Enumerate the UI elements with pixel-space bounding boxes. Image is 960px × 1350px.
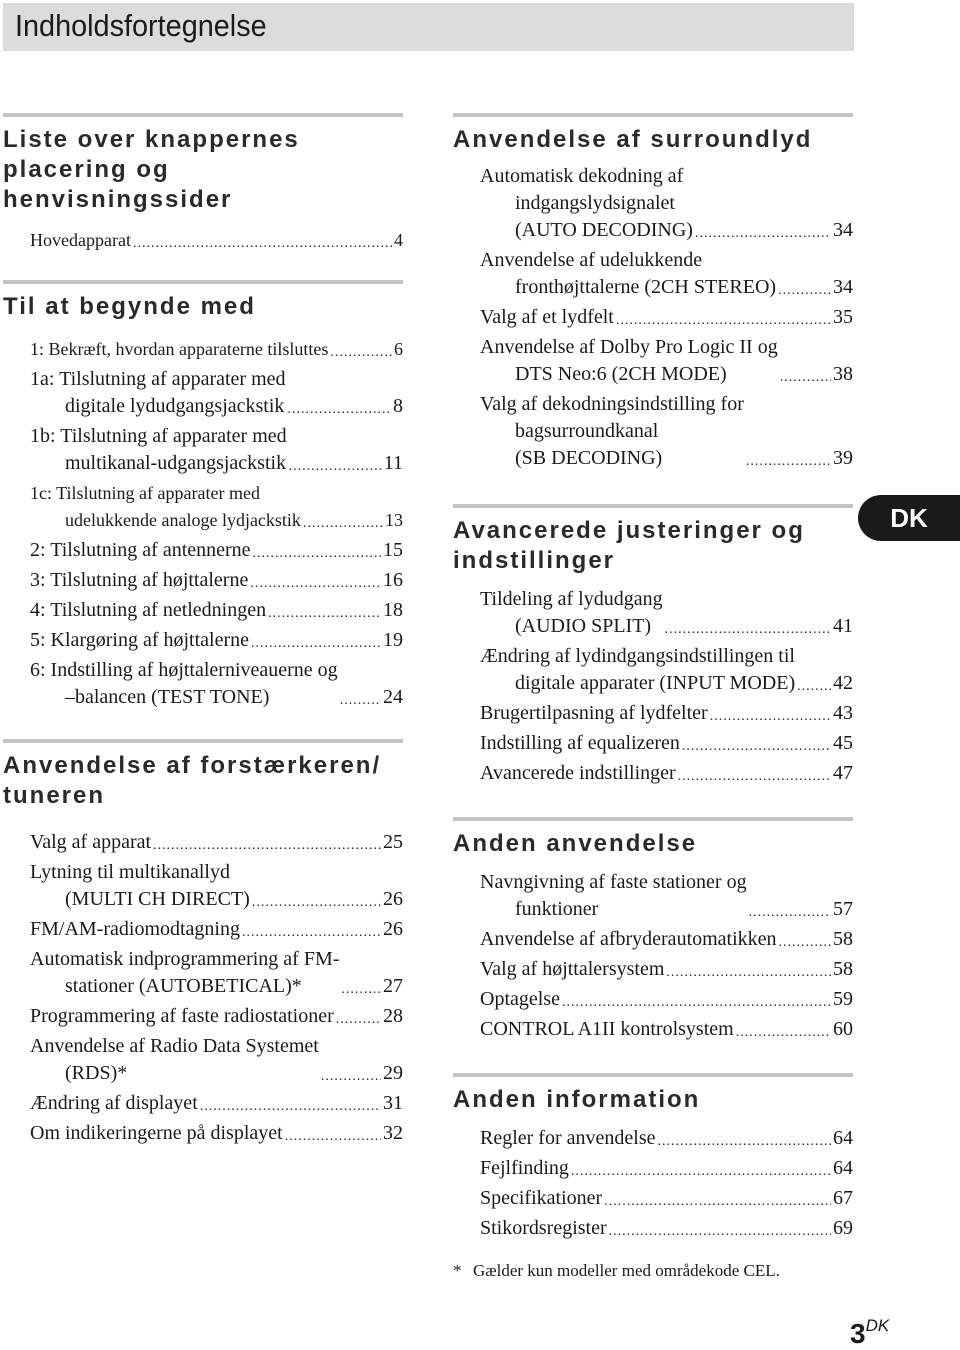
section-rule xyxy=(3,739,403,743)
toc-list xyxy=(453,586,853,787)
section-rule xyxy=(453,504,853,508)
toc-entry-title xyxy=(30,336,328,363)
toc-entry-line: Valg af højttalersystem xyxy=(480,958,665,980)
toc-entry xyxy=(3,946,403,1000)
page-number-value: 3 xyxy=(850,1318,866,1349)
toc-entry-title xyxy=(480,163,693,244)
section-rule xyxy=(453,1073,853,1077)
toc-entry-page: 4 xyxy=(394,230,403,250)
dot-leader xyxy=(336,1015,381,1025)
toc-entry-page: 42 xyxy=(833,672,853,694)
footnote xyxy=(453,1261,780,1281)
toc-entry xyxy=(3,227,403,254)
toc-entry-line: Tildeling af lydudgang xyxy=(480,588,663,610)
toc-entry-line: (RDS)* xyxy=(65,1062,128,1084)
dot-leader xyxy=(340,696,381,706)
toc-entry-page: 27 xyxy=(383,975,403,997)
toc-entry-page: 38 xyxy=(833,363,853,385)
toc-entry-line: Navngivning af faste stationer og xyxy=(480,871,747,893)
toc-entry-line: Stikordsregister xyxy=(480,1217,607,1239)
toc-entry xyxy=(453,163,853,244)
toc-entry-title xyxy=(480,586,663,640)
toc-entry xyxy=(453,1155,853,1182)
toc-list xyxy=(3,829,403,1147)
toc-entry-title xyxy=(30,1120,283,1147)
toc-entry-title xyxy=(30,423,287,477)
toc-entry-line: 6: Indstilling af højttalerniveauerne og xyxy=(30,659,338,681)
toc-entry-line: Automatisk indprogrammering af FM- xyxy=(30,948,340,970)
toc-entry xyxy=(453,1185,853,1212)
toc-entry-page: 58 xyxy=(833,958,853,980)
dot-leader xyxy=(616,316,831,326)
dot-leader xyxy=(250,579,381,589)
footnote-marker: * xyxy=(453,1261,462,1280)
dot-leader xyxy=(303,519,383,529)
toc-entry-line: bagsurroundkanal xyxy=(515,420,659,442)
section-heading: Avancerede justeringer og indstillinger xyxy=(453,517,805,574)
toc-entry xyxy=(3,829,403,856)
dot-leader xyxy=(678,772,831,782)
toc-entry xyxy=(453,1016,853,1043)
toc-entry xyxy=(3,597,403,624)
toc-entry-line: Specifikationer xyxy=(480,1187,603,1209)
toc-entry-line: Anvendelse af Dolby Pro Logic II og xyxy=(480,336,778,358)
toc-entry-page: 28 xyxy=(383,1005,403,1027)
toc-entry-line: –balancen (TEST TONE) xyxy=(65,686,270,708)
toc-entry xyxy=(3,627,403,654)
toc-list xyxy=(453,869,853,1043)
toc-entry-page: 18 xyxy=(383,599,403,621)
dot-leader xyxy=(746,457,831,467)
toc-entry xyxy=(3,537,403,564)
toc-section xyxy=(3,739,403,1147)
dot-leader xyxy=(695,229,831,239)
toc-entry xyxy=(453,247,853,301)
toc-entry-page: 64 xyxy=(833,1127,853,1149)
dot-leader xyxy=(736,1028,831,1038)
toc-entry-title xyxy=(480,1016,734,1043)
toc-entry-line: (AUDIO SPLIT) xyxy=(515,615,652,637)
toc-entry-title xyxy=(30,1003,334,1030)
toc-entry-page: 26 xyxy=(383,918,403,940)
dot-leader xyxy=(780,373,831,383)
toc-entry-line: Regler for anvendelse xyxy=(480,1127,656,1149)
toc-entry-page: 24 xyxy=(383,686,403,708)
dot-leader xyxy=(657,1137,831,1147)
toc-entry xyxy=(3,657,403,711)
toc-entry-title xyxy=(30,227,131,254)
dot-leader xyxy=(341,985,381,995)
dot-leader xyxy=(285,1132,381,1142)
toc-entry-title xyxy=(480,926,777,953)
dot-leader xyxy=(778,286,831,296)
toc-entry-line: DTS Neo:6 (2CH MODE) xyxy=(515,363,727,385)
toc-entry-line: Programmering af faste radiostationer xyxy=(30,1005,334,1027)
toc-entry-line: 4: Tilslutning af netledningen xyxy=(30,599,267,621)
toc-entry xyxy=(453,304,853,331)
toc-entry-page: 26 xyxy=(383,888,403,910)
dot-leader xyxy=(321,1072,381,1082)
toc-entry-title xyxy=(480,1215,607,1242)
section-rule xyxy=(3,113,403,117)
toc-entry-line: 5: Klargøring af højttalerne xyxy=(30,629,250,651)
toc-entry xyxy=(453,700,853,727)
toc-entry-line: stationer (AUTOBETICAL)* xyxy=(65,975,302,997)
toc-entry xyxy=(453,926,853,953)
dot-leader xyxy=(330,348,392,358)
toc-entry-line: Anvendelse af afbryderautomatikken xyxy=(480,928,777,950)
toc-entry-title xyxy=(480,869,747,923)
toc-entry xyxy=(3,859,403,913)
toc-entry-title xyxy=(30,627,249,654)
toc-entry-page: 13 xyxy=(385,510,403,530)
toc-entry-title xyxy=(480,391,744,472)
toc-entry-line: Valg af apparat xyxy=(30,831,152,853)
toc-entry-line: Optagelse xyxy=(480,988,560,1010)
toc-entry xyxy=(3,366,403,420)
toc-entry-page: 58 xyxy=(833,928,853,950)
toc-entry xyxy=(3,423,403,477)
page-number-suffix: DK xyxy=(865,1316,890,1335)
toc-entry-line: multikanal-udgangsjackstik xyxy=(65,452,287,474)
toc-entry-title xyxy=(30,859,250,913)
toc-entry-title xyxy=(30,567,248,594)
dot-leader xyxy=(253,549,381,559)
toc-entry-page: 15 xyxy=(383,539,403,561)
toc-entry xyxy=(3,567,403,594)
toc-entry-line: (MULTI CH DIRECT) xyxy=(65,888,250,910)
toc-section xyxy=(453,504,853,787)
dot-leader xyxy=(665,625,831,635)
dot-leader xyxy=(289,462,382,472)
toc-entry-page: 34 xyxy=(833,276,853,298)
dot-leader xyxy=(153,841,381,851)
section-heading: Til at begynde med xyxy=(3,293,256,320)
toc-entry-line: Indstilling af equalizeren xyxy=(480,732,680,754)
toc-entry xyxy=(3,1033,403,1087)
section-heading: Anvendelse af forstærkeren/ tuneren xyxy=(3,752,382,809)
toc-entry-page: 69 xyxy=(833,1217,853,1239)
toc-entry xyxy=(453,334,853,388)
toc-entry-line: indgangslydsignalet xyxy=(515,192,675,214)
dot-leader xyxy=(562,998,831,1008)
dot-leader xyxy=(604,1197,831,1207)
dot-leader xyxy=(242,928,381,938)
toc-section xyxy=(453,817,853,1043)
toc-entry-page: 25 xyxy=(383,831,403,853)
toc-entry-line: FM/AM-radiomodtagning xyxy=(30,918,240,940)
toc-entry-line: 3: Tilslutning af højttalerne xyxy=(30,569,249,591)
title-bar xyxy=(3,3,854,51)
toc-entry-title xyxy=(30,829,151,856)
toc-section xyxy=(453,1073,853,1242)
toc-entry-line: Brugertilpasning af lydfelter xyxy=(480,702,708,724)
footnote-text: Gælder kun modeller med områdekode CEL. xyxy=(473,1261,780,1280)
toc-entry-line: 1: Bekræft, hvordan apparaterne tilsluttes xyxy=(30,339,329,359)
toc-entry-title xyxy=(480,1185,602,1212)
toc-entry xyxy=(3,1090,403,1117)
dot-leader xyxy=(797,682,831,692)
toc-entry xyxy=(3,1003,403,1030)
toc-entry-page: 16 xyxy=(383,569,403,591)
toc-entry-title xyxy=(480,643,795,697)
dot-leader xyxy=(571,1167,831,1177)
toc-entry-line: Valg af dekodningsindstilling for xyxy=(480,393,744,415)
section-rule xyxy=(3,280,403,284)
toc-entry-title xyxy=(30,480,301,534)
dot-leader xyxy=(609,1227,831,1237)
toc-entry-page: 43 xyxy=(833,702,853,724)
toc-entry-title xyxy=(30,916,240,943)
toc-entry-page: 34 xyxy=(833,219,853,241)
toc-entry-line: Anvendelse af Radio Data Systemet xyxy=(30,1035,319,1057)
toc-entry-title xyxy=(480,304,614,331)
toc-entry-line: 1b: Tilslutning af apparater med xyxy=(30,425,287,447)
toc-entry xyxy=(3,336,403,363)
toc-entry-page: 29 xyxy=(383,1062,403,1084)
toc-entry xyxy=(453,1215,853,1242)
toc-entry xyxy=(3,916,403,943)
toc-entry-page: 47 xyxy=(833,762,853,784)
toc-entry-title xyxy=(480,700,708,727)
toc-entry-title xyxy=(480,730,680,757)
section-rule xyxy=(453,113,853,117)
toc-entry-page: 59 xyxy=(833,988,853,1010)
toc-entry xyxy=(453,730,853,757)
toc-entry-line: digitale apparater (INPUT MODE) xyxy=(515,672,796,694)
section-heading: Anden anvendelse xyxy=(453,830,698,857)
toc-entry-page: 6 xyxy=(394,339,403,359)
toc-entry-line: 2: Tilslutning af antennerne xyxy=(30,539,251,561)
toc-entry-line: fronthøjttalerne (2CH STEREO) xyxy=(515,276,777,298)
toc-entry xyxy=(453,760,853,787)
toc-entry-line: Fejlfinding xyxy=(480,1157,569,1179)
toc-entry-page: 45 xyxy=(833,732,853,754)
toc-entry-page: 41 xyxy=(833,615,853,637)
toc-list xyxy=(3,336,403,711)
toc-entry-title xyxy=(30,946,339,1000)
toc-entry xyxy=(453,869,853,923)
dot-leader xyxy=(251,639,381,649)
toc-entry-title xyxy=(480,956,664,983)
language-badge: DK xyxy=(858,495,960,541)
toc-section xyxy=(453,113,853,472)
toc-entry xyxy=(453,956,853,983)
toc-entry xyxy=(453,586,853,640)
toc-list xyxy=(453,163,853,472)
toc-entry-line: 1a: Tilslutning af apparater med xyxy=(30,368,286,390)
toc-entry-title xyxy=(30,1033,319,1087)
toc-entry-line: Valg af et lydfelt xyxy=(480,306,614,328)
toc-entry-line: Om indikeringerne på displayet xyxy=(30,1122,283,1144)
section-heading: Liste over knappernes placering og henvisningssider xyxy=(3,126,300,213)
toc-entry-page: 57 xyxy=(833,898,853,920)
toc-entry-line: 1c: Tilslutning af apparater med xyxy=(30,483,260,503)
toc-entry-title xyxy=(480,986,560,1013)
toc-entry-page: 64 xyxy=(833,1157,853,1179)
toc-list xyxy=(3,227,403,254)
toc-list xyxy=(453,1125,853,1242)
dot-leader xyxy=(710,712,831,722)
toc-entry-line: funktioner xyxy=(515,898,599,920)
toc-section xyxy=(3,280,403,711)
toc-entry-page: 60 xyxy=(833,1018,853,1040)
toc-entry-title xyxy=(30,366,286,420)
section-heading: Anden information xyxy=(453,1086,701,1113)
toc-entry-page: 8 xyxy=(393,395,403,417)
toc-entry-line: Ændring af lydindgangsindstillingen til xyxy=(480,645,795,667)
page-title: Indholdsfortegnelse xyxy=(15,8,267,43)
toc-entry-line: Ændring af displayet xyxy=(30,1092,198,1114)
toc-entry-line: digitale lydudgangsjackstik xyxy=(65,395,285,417)
toc-entry-page: 67 xyxy=(833,1187,853,1209)
toc-entry xyxy=(453,391,853,472)
toc-entry-page: 19 xyxy=(383,629,403,651)
section-heading: Anvendelse af surroundlyd xyxy=(453,126,813,153)
dot-leader xyxy=(252,898,381,908)
dot-leader xyxy=(133,239,392,249)
dot-leader xyxy=(268,609,381,619)
toc-entry xyxy=(453,986,853,1013)
toc-entry-title xyxy=(30,657,338,711)
page-number xyxy=(850,1316,889,1350)
dot-leader xyxy=(288,405,391,415)
toc-entry-page: 39 xyxy=(833,447,853,469)
toc-entry-line: Hovedapparat xyxy=(30,230,131,250)
toc-entry-line: Automatisk dekodning af xyxy=(480,165,684,187)
toc-entry-title xyxy=(480,760,676,787)
toc-entry xyxy=(3,1120,403,1147)
toc-section xyxy=(3,113,403,254)
toc-entry-page: 11 xyxy=(383,452,403,474)
toc-entry-line: (SB DECODING) xyxy=(515,447,663,469)
toc-entry-page: 32 xyxy=(383,1122,403,1144)
toc-entry-title xyxy=(480,334,778,388)
toc-entry xyxy=(453,643,853,697)
dot-leader xyxy=(779,938,831,948)
toc-entry-line: Avancerede indstillinger xyxy=(480,762,676,784)
toc-entry-page: 31 xyxy=(383,1092,403,1114)
toc-entry-line: (AUTO DECODING) xyxy=(515,219,693,241)
toc-entry-line: udelukkende analoge lydjackstik xyxy=(65,510,301,530)
toc-entry-line: Lytning til multikanallyd xyxy=(30,861,230,883)
toc-entry-title xyxy=(480,1155,569,1182)
toc-entry-page: 35 xyxy=(833,306,853,328)
toc-entry-title xyxy=(30,1090,198,1117)
toc-entry-title xyxy=(480,247,776,301)
toc-entry-title xyxy=(30,537,251,564)
toc-entry xyxy=(3,480,403,534)
toc-entry-title xyxy=(30,597,266,624)
toc-entry xyxy=(453,1125,853,1152)
toc-entry-line: CONTROL A1II kontrolsystem xyxy=(480,1018,734,1040)
toc-entry-title xyxy=(480,1125,655,1152)
section-rule xyxy=(453,817,853,821)
dot-leader xyxy=(682,742,831,752)
dot-leader xyxy=(666,968,831,978)
dot-leader xyxy=(200,1102,381,1112)
dot-leader xyxy=(749,908,831,918)
toc-entry-line: Anvendelse af udelukkende xyxy=(480,249,703,271)
